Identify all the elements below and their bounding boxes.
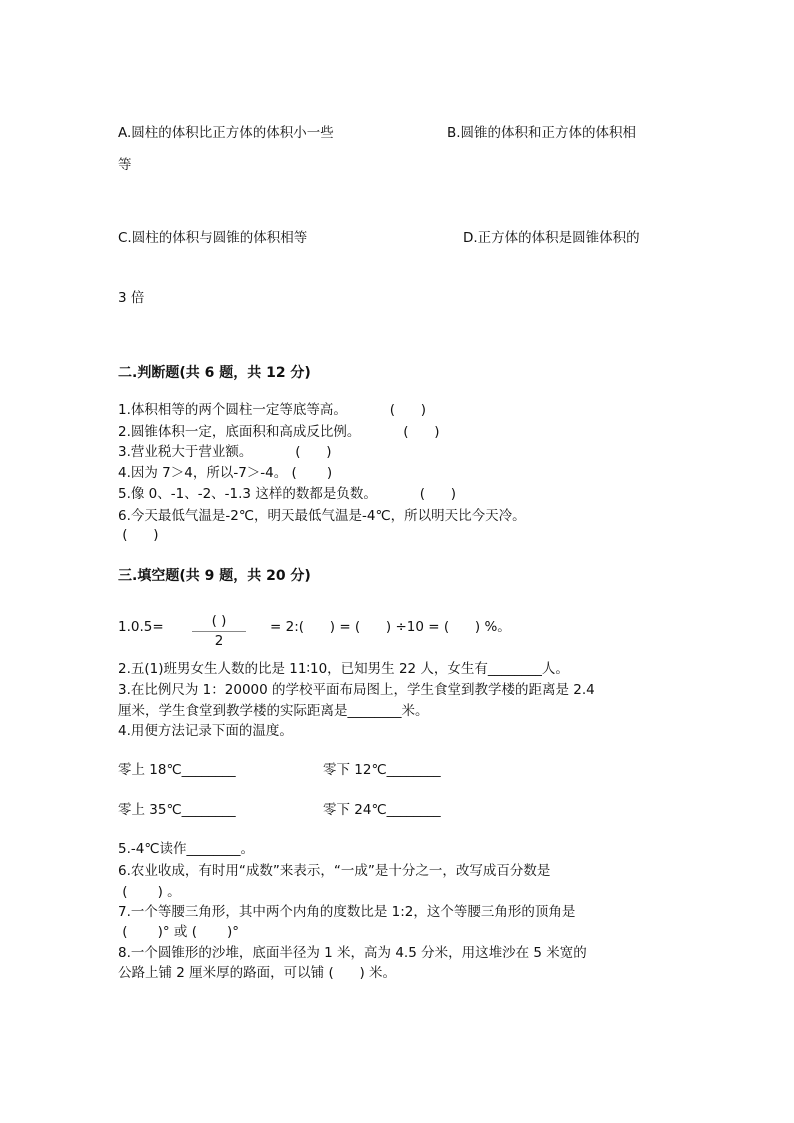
section-3-title: 三.填空题(共 9 题，共 20 分) [118, 568, 311, 584]
fraction-numerator: ( ) [192, 612, 246, 632]
section-2-title: 二.判断题(共 6 题，共 12 分) [118, 365, 311, 381]
q3-line2: 厘米，学生食堂到教学楼的实际距离是________米。 [118, 703, 429, 719]
q7-line1: 7.一个等腰三角形，其中两个内角的度数比是 1:2，这个等腰三角形的顶角是 [118, 904, 576, 920]
judgment-item-answer: ( ) [118, 527, 159, 543]
choice-d: D.正方体的体积是圆锥体积的 [463, 230, 640, 246]
q4: 4.用便方法记录下面的温度。 [118, 723, 293, 739]
q5: 5.-4℃读作________。 [118, 841, 255, 857]
q1-rest: = 2:( ) = ( ) ÷10 = ( ) %。 [270, 619, 511, 635]
choice-b: B.圆锥的体积和正方体的体积相 [447, 125, 637, 141]
choice-b-continued: 等 [118, 157, 132, 173]
choice-d-continued: 3 倍 [118, 290, 145, 306]
judgment-item: 6.今天最低气温是-2℃，明天最低气温是-4℃，所以明天比今天冷。 [118, 508, 526, 524]
choice-a: A.圆柱的体积比正方体的体积小一些 [118, 125, 334, 141]
judgment-item: 3.营业税大于营业额。 ( ) [118, 444, 332, 460]
q8-line2: 公路上铺 2 厘米厚的路面，可以铺 ( ) 米。 [118, 965, 397, 981]
temp-item: 零下 12℃________ [323, 762, 441, 778]
q7-line2: ( )° 或 ( )° [118, 924, 240, 940]
choice-c: C.圆柱的体积与圆锥的体积相等 [118, 230, 308, 246]
q3-line1: 3.在比例尺为 1：20000 的学校平面布局图上，学生食堂到教学楼的距离是 2.4 [118, 682, 595, 698]
judgment-item: 1.体积相等的两个圆柱一定等底等高。 ( ) [118, 402, 427, 418]
judgment-item: 4.因为 7＞4，所以-7＞-4。 ( ) [118, 465, 333, 481]
q2: 2.五(1)班男女生人数的比是 11∶10，已知男生 22 人，女生有________人。 [118, 661, 569, 677]
temp-item: 零上 18℃________ [118, 762, 236, 778]
judgment-item: 5.像 0、-1、-2、-1.3 这样的数都是负数。 ( ) [118, 486, 457, 502]
q8-line1: 8.一个圆锥形的沙堆，底面半径为 1 米，高为 4.5 分米，用这堆沙在 5 米宽的 [118, 945, 587, 961]
judgment-item: 2.圆锥体积一定，底面积和高成反比例。 ( ) [118, 424, 440, 440]
q6-line1: 6.农业收成，有时用“成数”来表示，“一成”是十分之一，改写成百分数是 [118, 863, 551, 879]
q6-line2: ( ) 。 [118, 884, 181, 900]
fraction-denominator: 2 [214, 633, 224, 649]
q1-fraction [192, 612, 246, 650]
temp-item: 零下 24℃________ [323, 802, 441, 818]
temp-item: 零上 35℃________ [118, 802, 236, 818]
q1-prefix: 1.0.5= [118, 619, 164, 635]
